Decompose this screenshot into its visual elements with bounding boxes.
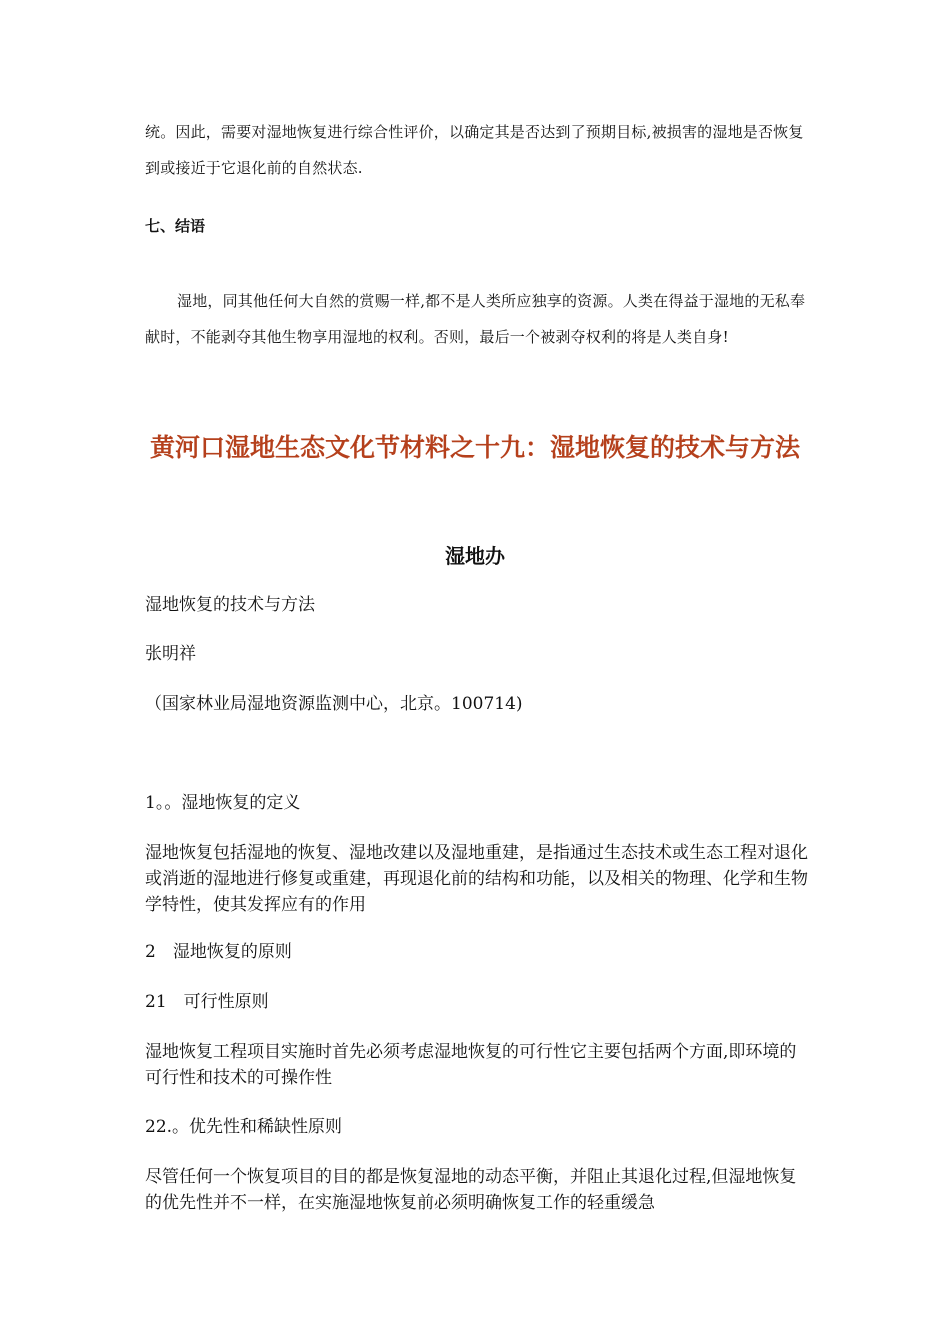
section-1-heading: 1。。湿地恢复的定义 bbox=[145, 793, 301, 813]
top-paragraph: 统。因此，需要对湿地恢复进行综合性评价，以确定其是否达到了预期目标,被损害的湿地是否恢复到或接近于它退化前的自然状态. bbox=[145, 123, 804, 177]
section-2-1-heading: 21 可行性原则 bbox=[145, 992, 269, 1012]
section-2-heading: 2 湿地恢复的原则 bbox=[145, 942, 292, 962]
conclusion-paragraph: 湿地，同其他任何大自然的赏赐一样,都不是人类所应独享的资源。人类在得益于湿地的无私奉献时，不能剥夺其他生物享用湿地的权利。否则，最后一个被剥夺权利的将是人类自身! bbox=[145, 292, 806, 346]
section-2-2-body: 尽管任何一个恢复项目的目的都是恢复湿地的动态平衡，并阻止其退化过程,但湿地恢复的优先性并不一样，在实施湿地恢复前必须明确恢复工作的轻重缓急 bbox=[145, 1167, 797, 1213]
section-heading-conclusion: 七、结语 bbox=[145, 217, 206, 235]
article-author-org: 湿地办 bbox=[445, 544, 505, 568]
paper-title: 湿地恢复的技术与方法 bbox=[145, 595, 315, 615]
section-1-body: 湿地恢复包括湿地的恢复、湿地改建以及湿地重建，是指通过生态技术或生态工程对退化或消逝的湿地进行修复或重建，再现退化前的结构和功能，以及相关的物理、化学和生物学特性，使其发挥应有的作用 bbox=[145, 843, 808, 915]
article-title: 黄河口湿地生态文化节材料之十九：湿地恢复的技术与方法 bbox=[149, 433, 800, 462]
paper-author: 张明祥 bbox=[145, 644, 196, 664]
paper-affiliation: （国家林业局湿地资源监测中心，北京。100714) bbox=[145, 694, 523, 714]
section-2-2-heading: 22.。优先性和稀缺性原则 bbox=[145, 1117, 343, 1137]
section-2-1-body: 湿地恢复工程项目实施时首先必须考虑湿地恢复的可行性它主要包括两个方面,即环境的可行性和技术的可操作性 bbox=[145, 1042, 797, 1088]
